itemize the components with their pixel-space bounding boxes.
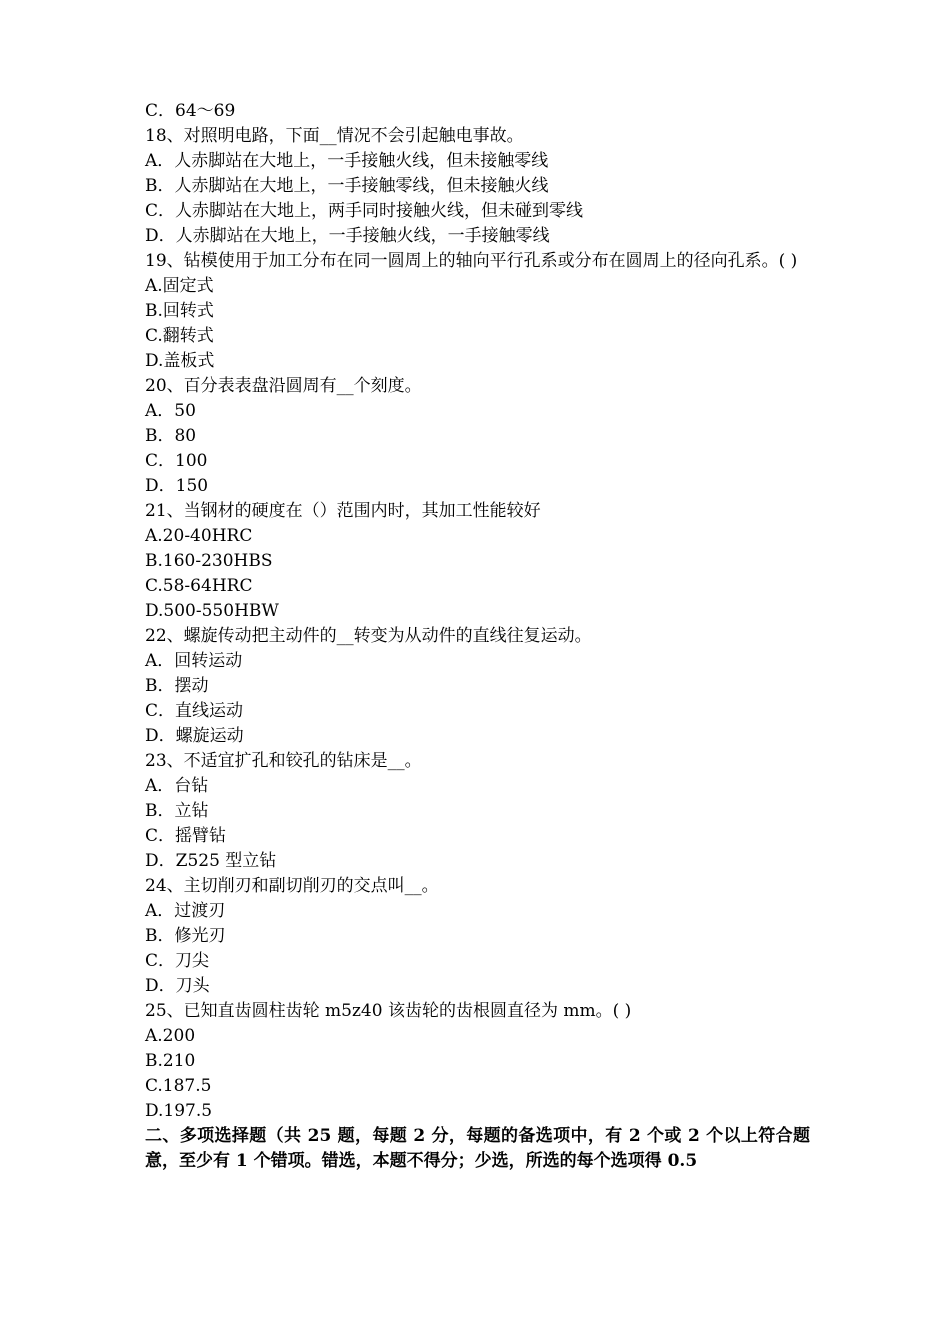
- option-line: D.197.5: [145, 1101, 213, 1121]
- option-line: A．台钻: [145, 776, 209, 796]
- text-line: C．64～69: [145, 101, 236, 121]
- option-line: A．过渡刃: [145, 901, 226, 921]
- option-line: D．螺旋运动: [145, 726, 244, 746]
- option-line: C.187.5: [145, 1076, 212, 1096]
- question-20: 20、百分表表盘沿圆周有__个刻度。: [145, 376, 422, 396]
- option-line: C．人赤脚站在大地上，两手同时接触火线，但未碰到零线: [145, 201, 584, 221]
- option-line: C.翻转式: [145, 326, 214, 346]
- option-line: B．立钻: [145, 801, 209, 821]
- option-line: A.200: [145, 1026, 196, 1046]
- option-line: B.210: [145, 1051, 196, 1071]
- option-line: D．150: [145, 476, 209, 496]
- option-line: A．人赤脚站在大地上，一手接触火线，但未接触零线: [145, 151, 549, 171]
- option-line: A．50: [145, 401, 196, 421]
- option-line: B．修光刃: [145, 926, 226, 946]
- question-24: 24、主切削刃和副切削刃的交点叫__。: [145, 876, 439, 896]
- option-line: C.58-64HRC: [145, 576, 253, 596]
- option-line: A.固定式: [145, 276, 214, 296]
- document-page: [145, 99, 810, 1174]
- option-line: B.回转式: [145, 301, 214, 321]
- option-line: B．80: [145, 426, 197, 446]
- option-line: C．刀尖: [145, 951, 210, 971]
- question-19: 19、钻模使用于加工分布在同一圆周上的轴向平行孔系或分布在圆周上的径向孔系。( ): [145, 251, 798, 271]
- question-21: 21、当钢材的硬度在（）范围内时，其加工性能较好: [145, 501, 541, 521]
- option-line: D．人赤脚站在大地上，一手接触火线，一手接触零线: [145, 226, 550, 246]
- question-18: 18、对照明电路，下面__情况不会引起触电事故。: [145, 126, 524, 146]
- option-line: B．人赤脚站在大地上，一手接触零线，但未接触火线: [145, 176, 549, 196]
- option-line: B.160-230HBS: [145, 551, 273, 571]
- option-line: D．刀头: [145, 976, 210, 996]
- option-line: D．Z525 型立钻: [145, 851, 277, 871]
- option-line: C．摇臂钻: [145, 826, 227, 846]
- question-25: 25、已知直齿圆柱齿轮 m5z40 该齿轮的齿根圆直径为 mm。( ): [145, 1001, 632, 1021]
- option-line: B．摆动: [145, 676, 209, 696]
- option-line: D.500-550HBW: [145, 601, 279, 621]
- question-23: 23、不适宜扩孔和铰孔的钻床是__。: [145, 751, 422, 771]
- option-line: C．直线运动: [145, 701, 244, 721]
- question-22: 22、螺旋传动把主动件的__转变为从动件的直线往复运动。: [145, 626, 592, 646]
- option-line: A.20-40HRC: [145, 526, 253, 546]
- option-line: D.盖板式: [145, 351, 215, 371]
- section-heading-multiple-choice: 二、多项选择题（共 25 题，每题 2 分，每题的备选项中，有 2 个或 2 个以上符合题意，至少有 1 个错项。错选，本题不得分；少选，所选的每个选项得 0.5: [145, 1126, 810, 1171]
- option-line: A．回转运动: [145, 651, 243, 671]
- option-line: C．100: [145, 451, 208, 471]
